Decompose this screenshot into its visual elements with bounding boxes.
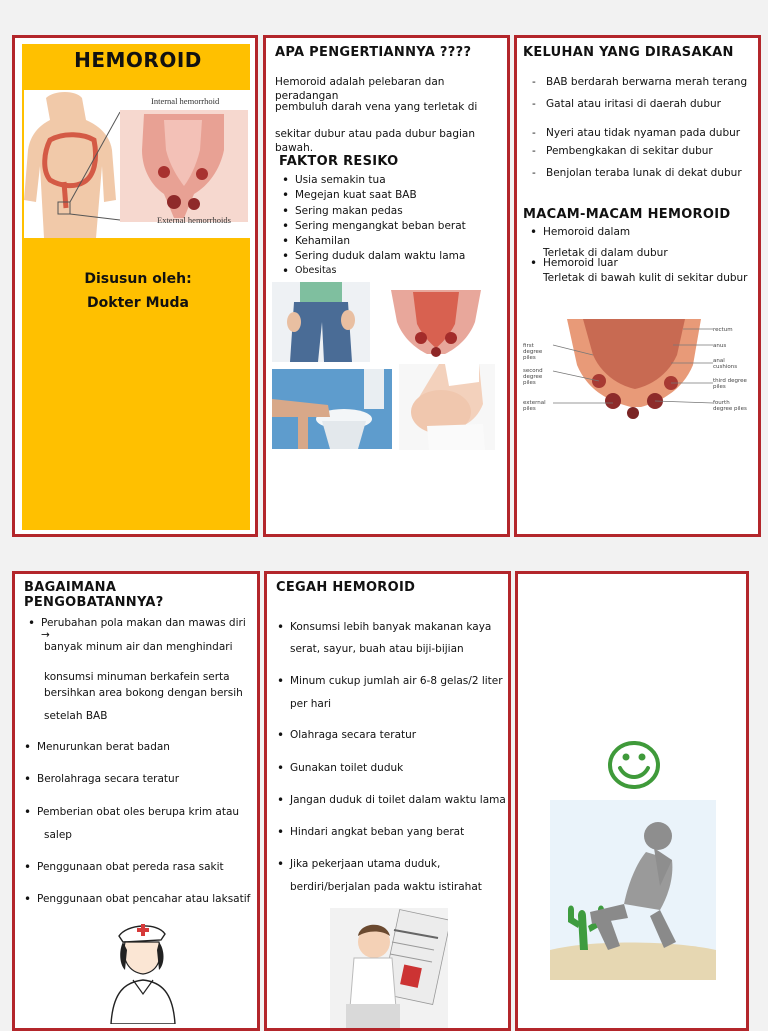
thinker-on-cactus-illustration [550,800,716,980]
risk-item-1: • Usia semakin tua [295,174,386,186]
label-rectum: rectum [713,327,733,333]
treatment-title: BAGAIMANA PENGOBATANNYA? [24,580,164,610]
complaint-item-5: - Benjolan teraba lunak di dekat dubur [546,167,742,179]
person-holding-buttocks-photo [272,282,370,362]
risk-item-4: • Sering mengangkat beban berat [295,220,466,232]
complaints-title: KELUHAN YANG DIRASAKAN [523,45,734,60]
cover-title: HEMOROID [74,48,202,72]
prevention-item-7-line-1: • Jika pekerjaan utama duduk, [290,858,440,870]
label-external-piles: external piles [523,400,546,412]
prevention-title: CEGAH HEMOROID [276,580,416,595]
treatment-item-5: • Penggunaan obat pereda rasa sakit [37,861,224,873]
illustration-panel [515,571,749,1031]
prevention-item-1-line-2: serat, sayur, buah atau biji-bijian [290,643,464,655]
complaint-item-1: - BAB berdarah berwarna merah terang [546,76,747,88]
risk-item-2: • Megejan kuat saat BAB [295,189,417,201]
risk-item-3: • Sering makan pedas [295,205,403,217]
child-reading-on-potty-photo [330,908,448,1028]
prevention-item-1-line-1: • Konsumsi lebih banyak makanan kaya [290,621,491,633]
risk-item-5: • Kehamilan [295,235,350,247]
definition-line-2: pembuluh darah vena yang terletak di [275,101,478,113]
label-anal-cushions: anal cushions [713,358,738,370]
treatment-item-1-line-1: • Perubahan pola makan dan mawas diri → [41,617,257,641]
treatment-item-1-line-5: setelah BAB [44,710,108,722]
definition-line-1: Hemoroid adalah pelebaran dan peradangan [275,76,445,102]
cover-panel [12,35,258,537]
pregnant-woman-photo [399,364,495,450]
label-first-degree: first degree piles [523,343,543,361]
author-name: Dokter Muda [87,295,189,311]
prevention-item-7-line-2: berdiri/berjalan pada waktu istirahat [290,881,482,893]
definition-title: APA PENGERTIANNYA ???? [275,45,472,60]
type-1-name: • Hemoroid dalam [543,226,630,238]
nurse-illustration [101,920,191,1024]
label-fourth-degree: fourth degree piles [713,400,747,412]
prevention-item-2-line-1: • Minum cukup jumlah air 6-8 gelas/2 liter [290,675,503,687]
risk-item-7: • Obesitas [295,265,336,276]
treatment-item-1-line-3: konsumsi minuman berkafein serta [44,671,230,683]
treatment-item-1-line-4: bersihkan area bokong dengan bersih [44,687,243,699]
prevention-item-3: • Olahraga secara teratur [290,729,416,741]
prevention-item-6: • Hindari angkat beban yang berat [290,826,464,838]
treatment-item-3: • Berolahraga secara teratur [37,773,179,785]
risk-item-6: • Sering duduk dalam waktu lama [295,250,465,262]
label-third-degree: third degree piles [713,378,747,390]
complaint-item-2: - Gatal atau iritasi di daerah dubur [546,98,721,110]
complaints-panel [514,35,761,537]
author-label: Disusun oleh: [84,271,192,287]
complaint-item-4: - Pembengkakan di sekitar dubur [546,145,713,157]
treatment-item-4-line-2: salep [44,829,72,841]
definition-panel [263,35,510,537]
treatment-panel [12,571,260,1031]
prevention-panel [264,571,511,1031]
type-2-name: • Hemoroid luar [543,257,618,269]
prevention-item-2-line-2: per hari [290,698,332,710]
type-2-desc: Terletak di bawah kulit di sekitar dubur [543,272,748,284]
label-internal-hemorrhoid: Internal hemorrhoid [151,96,220,106]
smiley-icon [606,740,662,790]
definition-line-3: sekitar dubur atau pada dubur bagian bawah. [275,128,476,154]
label-anus: anus [713,343,727,349]
label-second-degree: second degree piles [523,368,543,386]
toilet-sitting-photo [272,369,392,449]
treatment-item-6: • Penggunaan obat pencahar atau laksatif [37,893,250,905]
hemorrhoid-anatomy-photo [377,282,495,362]
risk-factors-title: FAKTOR RESIKO [279,154,399,169]
prevention-item-4: • Gunakan toilet duduk [290,762,403,774]
treatment-item-4-line-1: • Pemberian obat oles berupa krim atau [37,806,239,818]
treatment-item-2: • Menurunkan berat badan [37,741,170,753]
complaint-item-3: - Nyeri atau tidak nyaman pada dubur [546,127,740,139]
type-1-desc: Terletak di dalam dubur [543,247,668,259]
types-title: MACAM-MACAM HEMOROID [523,207,731,222]
treatment-item-1-line-2: banyak minum air dan menghindari [44,641,233,653]
label-external-hemorrhoids: External hemorrhoids [157,215,231,225]
prevention-item-5: • Jangan duduk di toilet dalam waktu lama [290,794,506,806]
